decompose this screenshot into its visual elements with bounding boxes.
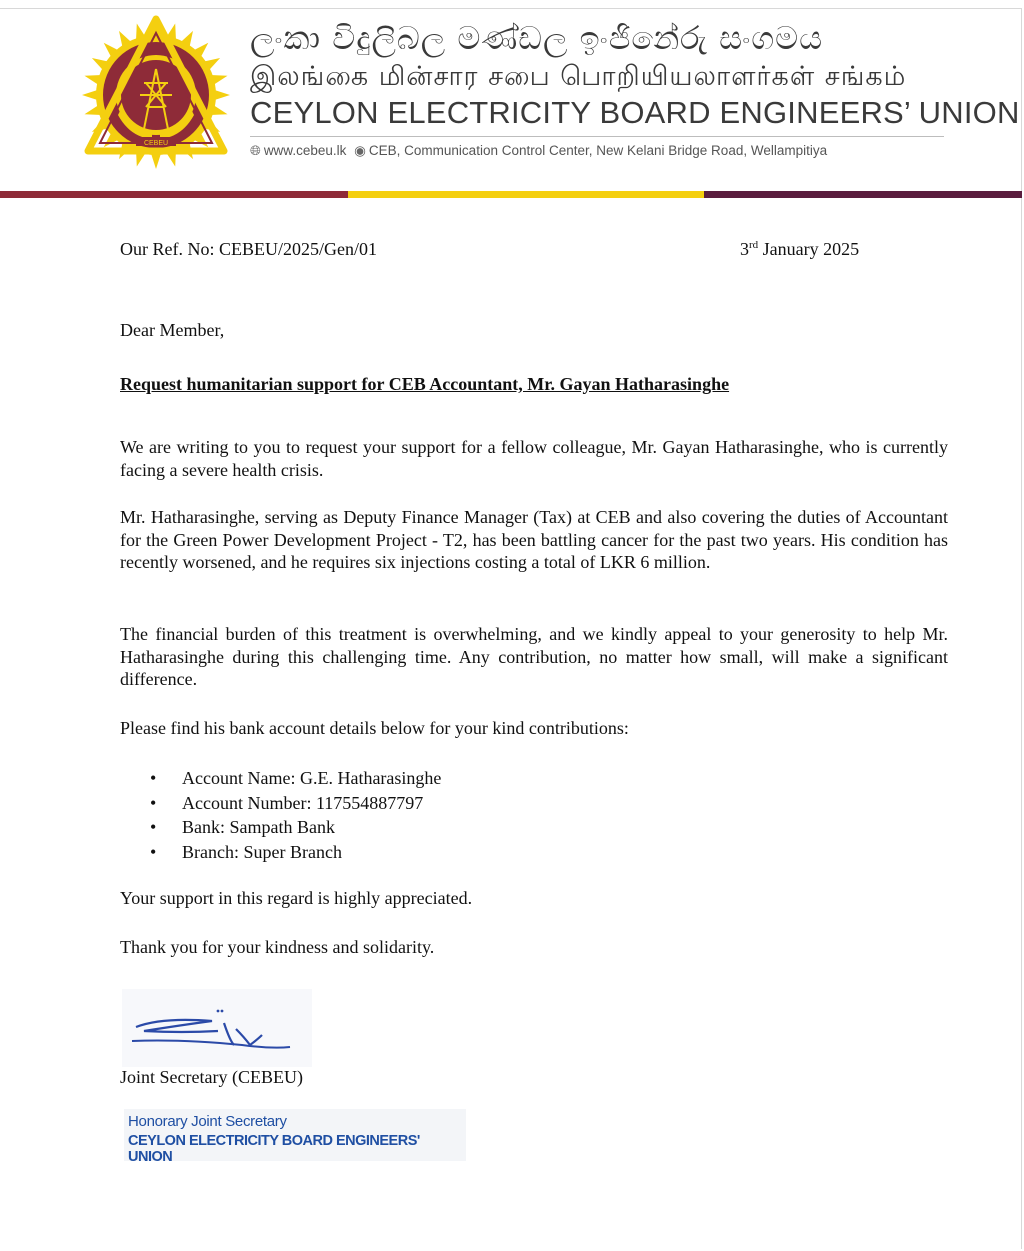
cebeu-logo <box>78 11 234 171</box>
paragraph-thanks: Thank you for your kindness and solidarity. <box>120 937 435 957</box>
paragraph-condition: Mr. Hatharasinghe, serving as Deputy Finance Manager (Tax) at CEB and also covering the duties of Accountant for the Green Power Development Project - T2, has been battling cancer for the past two years. His condition has recently worsened, and he requires six injections costing a total of LKR 6 million. <box>120 507 948 572</box>
list-item: • Branch: Super Branch <box>150 841 342 862</box>
logo-sun-ray <box>82 90 98 100</box>
salutation: Dear Member, <box>120 320 225 340</box>
reference-number: Our Ref. No: CEBEU/2025/Gen/01 <box>120 239 377 259</box>
color-band-plum <box>704 191 1022 198</box>
title-tamil: இலங்கை மின்சார சபை பொறியியலாளர்கள் சங்கம் <box>250 61 907 92</box>
list-item: • Account Number: 117554887797 <box>150 792 424 813</box>
address-text: CEB, Communication Control Center, New Kelani Bridge Road, Wellampitiya <box>368 143 828 158</box>
paragraph-appeal: The financial burden of this treatment is overwhelming, and we kindly appeal to your generosity to help Mr. Hatharasinghe during this challenging time. Any contribution, no matter how small, will make a significant difference. <box>120 624 948 689</box>
logo-sun-ray <box>214 90 230 100</box>
letter-date: 3rd January 2025 <box>740 239 860 259</box>
letter-page <box>0 8 1022 1249</box>
globe-icon: 🌐︎ <box>250 143 261 158</box>
signer-title: Joint Secretary (CEBEU) <box>120 1067 303 1087</box>
location-pin-icon: ◉ <box>354 143 366 158</box>
paragraph-intro: We are writing to you to request your support for a fellow colleague, Mr. Gayan Hatharasinghe, who is currently facing a severe health crisis. <box>120 437 948 480</box>
contact-line <box>250 143 827 159</box>
logo-text: CEBEU <box>143 140 169 147</box>
subject-line: Request humanitarian support for CEB Accountant, Mr. Gayan Hatharasinghe <box>120 374 730 394</box>
title-english: CEYLON ELECTRICITY BOARD ENGINEERS’ UNION <box>250 95 1020 130</box>
paragraph-appreciation: Your support in this regard is highly appreciated. <box>120 888 473 908</box>
logo-sun-ray <box>151 153 161 169</box>
bank-details-list <box>150 766 441 864</box>
header-divider <box>250 136 944 137</box>
title-sinhala: ලංකා විදුලිබල මණ්ඩල ඉංජිනේරු සංගමය <box>250 19 824 57</box>
color-band-maroon <box>0 191 348 198</box>
signature <box>122 989 312 1067</box>
list-item: • Bank: Sampath Bank <box>150 817 335 837</box>
stamp-organization: CEYLON ELECTRICITY BOARD ENGINEERS' UNION <box>128 1133 420 1165</box>
list-item: • Account Name: G.E. Hatharasinghe <box>150 768 442 788</box>
official-stamp <box>124 1109 466 1165</box>
color-band-yellow <box>348 191 704 198</box>
paragraph-bank-intro: Please find his bank account details below for your kind contributions: <box>120 718 629 738</box>
stamp-title: Honorary Joint Secretary <box>128 1113 287 1130</box>
website-link[interactable]: www.cebeu.lk <box>263 143 347 158</box>
